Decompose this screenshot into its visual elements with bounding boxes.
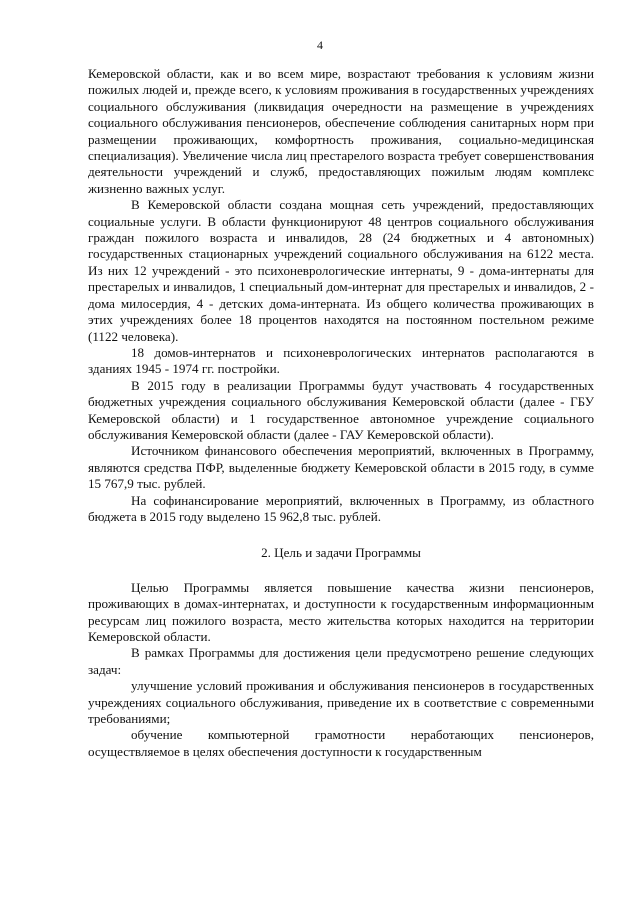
paragraph: В 2015 году в реализации Программы будут участвовать 4 государственных бюджетных учреждения социального обслуживания Кемеровской области (далее - ГБУ Кемеровской области) и 1 государственное автономное учреждение социального обслуживания Кемеровской области (далее - ГАУ Кемеровской области). [88, 377, 594, 442]
page-number: 4 [317, 38, 323, 52]
paragraph: Целью Программы является повышение качества жизни пенсионеров, проживающих в домах-интернатах, и доступности к государственным информационным ресурсам лиц пожилого возраста, место жительства которых находится на территории Кемеровской области. [88, 579, 594, 644]
paragraph: В рамках Программы для достижения цели предусмотрено решение следующих задач: [88, 645, 594, 677]
document-body [88, 66, 594, 760]
paragraph: 18 домов-интернатов и психоневрологических интернатов располагаются в зданиях 1945 - 1974 гг. постройки. [88, 344, 594, 377]
paragraph: В Кемеровской области создана мощная сеть учреждений, предоставляющих социальные услуги. В области функционируют 48 центров социального обслуживания граждан пожилого возраста и инвалидов, 28 (24 бюджетных и 4 автономных) государственных стационарных учреждений социального обслуживания на 6122 места. Из них 12 учреждений - это психоневрологические интернаты, 9 - дома-интернаты для престарелых и инвалидов, 1 специальный дом-интернат для престарелых и инвалидов, 2 - дома милосердия, 4 - детских дома-интерната. Из общего количества проживающих в этих учреждениях более 18 процентов находятся на постоянном постельном режиме (1122 человека). [88, 197, 594, 344]
list-item: улучшение условий проживания и обслуживания пенсионеров в государственных учреждениях социального обслуживания, приведение их в соответствие с современными требованиями; [88, 678, 594, 727]
paragraph: Кемеровской области, как и во всем мире, возрастают требования к условиям жизни пожилых людей и, прежде всего, к условиям проживания в государственных учреждениях социального обслуживания (ликвидация очередности на размещение в учреждениях социального обслуживания пенсионеров, обеспечение соблюдения санитарных норм при размещении проживающих, комфортность проживания, социально-медицинская специализация). Увеличение числа лиц престарелого возраста требует совершенствования деятельности учреждений и служб, предоставляющих пожилым людям комплекс жизненно важных услуг. [88, 66, 594, 196]
paragraph: Источником финансового обеспечения мероприятий, включенных в Программу, являются средства ПФР, выделенные бюджету Кемеровской области в 2015 году, в сумме 15 767,9 тыс. рублей. [88, 443, 594, 492]
section-heading: 2. Цель и задачи Программы [261, 545, 421, 561]
list-item: обучение компьютерной грамотности неработающих пенсионеров, осуществляемое в целях обеспечения доступности к государственным [88, 727, 594, 759]
paragraph: На софинансирование мероприятий, включенных в Программу, из областного бюджета в 2015 году выделено 15 962,8 тыс. рублей. [88, 492, 594, 524]
